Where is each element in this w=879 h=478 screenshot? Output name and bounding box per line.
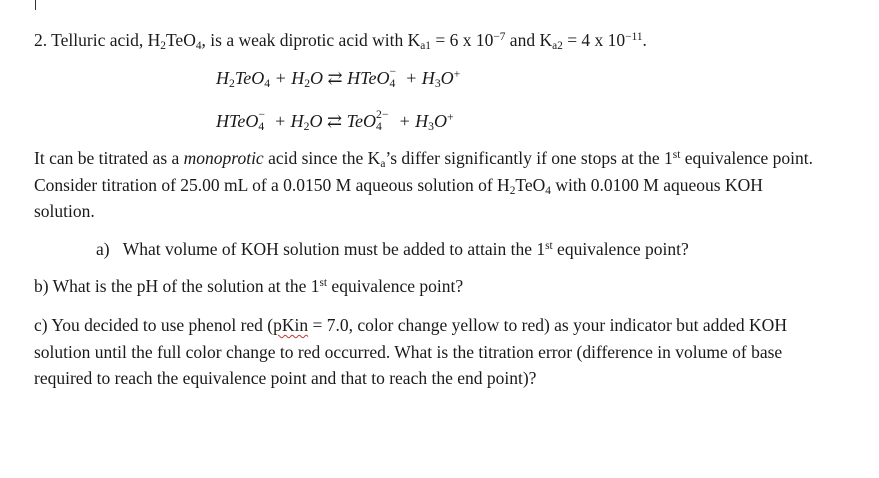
question-intro: 2. Telluric acid, $H_2TeO_4$, is a weak diprotic acid with $K_{a1} = 6$ x $10^{-7}$ and $K_{a2} = 4$ x $10^{-11}$. [34,30,647,52]
spellcheck-underline-pkin: pKin [273,315,309,335]
part-a-question: a) What volume of KOH solution must be added to attain the 1st equivalence point? [96,239,689,259]
equation-second-dissociation: HTeO − 4 + $H_2O$ ⇄ TeO 2− 4 + $H_3O^+$ [216,107,454,134]
description-paragraph: It can be titrated as a monoprotic acid since the $K_a’s$ differ significantly if one stops at the 1st equivalence point. Consider titration of 25.00 mL of a 0.0150 M aqueous solution of $H_2TeO_4$ with 0.0100 M aqueous KOH solution. [34,148,814,221]
equilibrium-arrow: ⇄ [323,68,348,88]
text-cursor [35,0,36,10]
part-c-question: c) You decided to use phenol red (pKin = 7.0, color change yellow to red) as your indicator but added KOH solution until the full color change to red occurred. What is the titration error (difference in volume of base required to reach the equivalence point and that to reach the end point)? [34,315,787,388]
part-b-question: b) What is the pH of the solution at the 1st equivalence point? [34,276,464,296]
equation-first-dissociation: $H_2TeO_4 + H_2O$ ⇄ HTeO − 4 + $H_3O^+$ [216,64,461,91]
part-a-label: a) [96,239,110,259]
equilibrium-arrow: ⇄ [322,111,347,131]
